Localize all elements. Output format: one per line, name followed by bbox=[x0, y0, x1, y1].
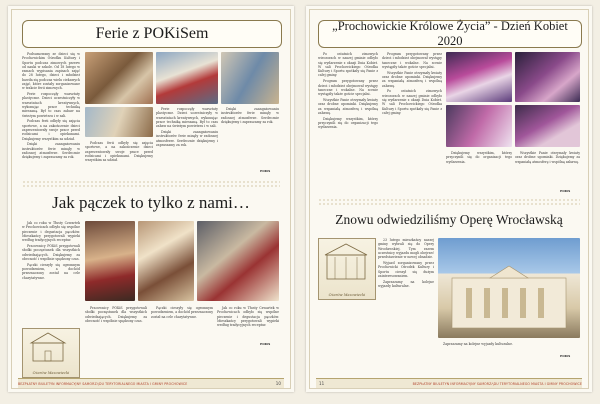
page-number: 11 bbox=[319, 381, 325, 386]
author-kobiet: POKiS bbox=[560, 189, 571, 193]
opera-paragraph: 23 lutego mieszkańcy naszej gminy wybrali się do Opery Wrocławskiej. Tym razem uczestnicy wyjazdu mogli obejrzeć przedstawienie w nowej obsadzie. bbox=[378, 238, 434, 260]
headline-paczek bbox=[22, 190, 280, 216]
footer-text: BEZPŁATNY BIULETYN INFORMACYJNY SAMORZĄDU TERYTORIALNEGO MIASTA I GMINY PROCHOWICE bbox=[412, 381, 582, 386]
kobiet-paragraph: Program przygotowany przez dzieci i młodzież obejmował występy taneczne i wokalne. Na scenie wystąpiły także goście specjalni. bbox=[382, 52, 442, 69]
opera-paragraph: Zapraszamy na kolejne wyjazdy kulturalne. bbox=[443, 342, 513, 346]
ferie-paragraph: Dzięki zaangażowaniu instruktorów ferie minęły w radosnej atmosferze. Serdecznie dziękujemy i zapraszamy za rok. bbox=[156, 129, 218, 147]
paczek-paragraph: Pracownicy POKiS przygotowali słodki poczęstunek dla wszystkich odwiedzających. Dziękujemy za obecność i wspólnie spędzony czas. bbox=[22, 243, 80, 261]
photo-opera-building bbox=[438, 238, 580, 338]
photo-ferie-play bbox=[85, 107, 153, 137]
article-paczek-col2 bbox=[85, 306, 147, 346]
opera-paragraph: Zapraszamy na kolejne wyjazdy kulturalne. bbox=[378, 279, 434, 288]
article-paczek-col1 bbox=[22, 221, 80, 321]
ornament-illustration bbox=[22, 328, 80, 378]
photo-ferie-group bbox=[156, 52, 218, 104]
kobiet-paragraph: Dziękujemy wszystkim, którzy przyczynili się do organizacji tego wydarzenia. bbox=[446, 151, 512, 164]
article-ferie-col3 bbox=[156, 107, 218, 173]
photo-kobiet-dance bbox=[515, 52, 580, 102]
opera-paragraph: Wyjazd zorganizowany przez Prochowicki Ośrodek Kultury i Sportu cieszył się dużym zainteresowaniem. bbox=[378, 260, 434, 278]
divider-pattern bbox=[22, 180, 280, 188]
photo-kobiet-stage bbox=[446, 52, 512, 102]
ferie-paragraph: Dzięki zaangażowaniu instruktorów ferie minęły w radosnej atmosferze. Serdecznie dziękujemy i zapraszamy za rok. bbox=[22, 142, 80, 160]
ferie-paragraph: Podczas ferii odbyły się zajęcia sportowe, a na zakończenie dzieci zaprezentowały swoje prace przed rodzicami i opiekunami. Dziękujemy wszystkim za udział. bbox=[22, 119, 80, 141]
author-opera: POKiS bbox=[560, 354, 571, 358]
headline-ferie bbox=[22, 20, 282, 48]
article-paczek-col4 bbox=[217, 306, 279, 340]
divider-pattern bbox=[318, 198, 580, 206]
footer bbox=[18, 378, 284, 388]
kobiet-paragraph: Program przygotowany przez dzieci i młodzież obejmował występy taneczne i wokalne. Na scenie wystąpiły także goście specjalni. bbox=[318, 79, 378, 97]
article-opera-col2 bbox=[438, 342, 580, 352]
ferie-paragraph: Ferie rozpoczęły warsztaty plastyczne. Dzieci uczestniczyły w warsztatach kreatywnych, wykonując prace techniką mieszaną. Był to czas zabaw na świeżym powietrzu i w sali. bbox=[22, 92, 80, 118]
author-paczek: POKiS bbox=[260, 342, 271, 346]
opera-building-icon bbox=[438, 238, 580, 338]
page-number: 10 bbox=[275, 381, 281, 386]
ferie-paragraph: Ferie rozpoczęły warsztaty plastyczne. Dzieci uczestniczyły w warsztatach kreatywnych, wykonując prace techniką mieszaną. Był to czas zabaw na świeżym powietrzu i w sali. bbox=[156, 107, 218, 129]
article-kobiet-col3 bbox=[446, 151, 512, 193]
footer-text: BEZPŁATNY BIULETYN INFORMACYJNY SAMORZĄDU TERYTORIALNEGO MIASTA I GMINY PROCHOWICE bbox=[18, 381, 188, 386]
article-ferie-col1 bbox=[22, 52, 80, 170]
left-page bbox=[8, 6, 294, 392]
paczek-paragraph: Pączki cieszyły się ogromnym powodzeniem, a dochód przeznaczony został na cele charytatywne. bbox=[151, 306, 213, 319]
footer bbox=[316, 378, 582, 388]
right-page bbox=[306, 6, 592, 392]
photo-kobiet-show bbox=[446, 105, 512, 147]
kobiet-paragraph: Po ostatnich zimowych wieczorach w naszej gminie odbyło się wydarzenie z okazji Dnia Kobiet. W sali Prochowickiego Ośrodka Kultury i Sportu spotkały się Panie z całej gminy. bbox=[382, 89, 442, 115]
paczek-paragraph: Jak co roku w Tłusty Czwartek w Prochowicach odbyło się wspólne pieczenie i degustacja pączków. Mieszkańcy przygotowali wypieki według tradycyjnych receptur. bbox=[217, 306, 279, 328]
headline-kobiet bbox=[318, 20, 582, 48]
photo-paczek-group bbox=[197, 221, 279, 301]
paczek-paragraph: Jak co roku w Tłusty Czwartek w Prochowicach odbyło się wspólne pieczenie i degustacja pączków. Mieszkańcy przygotowali wypieki według tradycyjnych receptur. bbox=[22, 221, 80, 243]
town-illustration-icon bbox=[23, 329, 77, 365]
article-kobiet-col2 bbox=[382, 52, 442, 192]
ornament-caption: Ożarów Mazowiecki bbox=[32, 371, 70, 375]
article-kobiet-col4 bbox=[515, 151, 580, 189]
article-kobiet-col1 bbox=[318, 52, 378, 192]
ferie-paragraph: Dzięki zaangażowaniu instruktorów ferie minęły w radosnej atmosferze. Serdecznie dziękujemy i zapraszamy za rok. bbox=[221, 107, 279, 124]
photo-ferie-crafts bbox=[85, 52, 153, 104]
headline-kobiet-text: „Prochowickie Królowe Życia” - Dzień Kobiet 2020 bbox=[332, 19, 568, 48]
article-ferie-col2 bbox=[85, 141, 153, 173]
headline-ferie-text: Ferie z POKiSem bbox=[95, 25, 209, 42]
photo-paczek-table bbox=[138, 221, 194, 301]
photo-ferie-class bbox=[221, 52, 279, 104]
ornament-caption: Ożarów Mazowiecki bbox=[328, 293, 366, 297]
ferie-paragraph: Podsumowany ze dzieci się w Prochowickim Ośrodku Kultury i Sportu podczas zimowych przerw od nauki w szkole. Od 18 lutego w ramach wypisania zapisach zajęć do 28 lutego, dzieci i młodzież bawiła się podczas wielu ciekawych zajęć, które zostały zorganizowane w trakcie ferii zimowych. bbox=[22, 52, 80, 91]
article-ferie-col4 bbox=[221, 107, 279, 165]
photo-kobiet-audience bbox=[515, 105, 580, 147]
paczek-paragraph: Pączki cieszyły się ogromnym powodzeniem, a dochód przeznaczony został na cele charytatywne. bbox=[22, 262, 80, 280]
kobiet-paragraph: Wszystkie Panie otrzymały kwiaty oraz drobne upominki. Dziękujemy za wspaniałą atmosferę i wspólną zabawę. bbox=[382, 70, 442, 88]
headline-opera bbox=[318, 208, 580, 232]
kobiet-paragraph: Wszystkie Panie otrzymały kwiaty oraz drobne upominki. Dziękujemy za wspaniałą atmosferę i wspólną zabawę. bbox=[318, 97, 378, 115]
kobiet-paragraph: Dziękujemy wszystkim, którzy przyczynili się do organizacji tego wydarzenia. bbox=[318, 116, 378, 130]
ferie-paragraph: Podczas ferii odbyły się zajęcia sportowe, a na zakończenie dzieci zaprezentowały swoje prace przed rodzicami i opiekunami. Dziękujemy wszystkim za udział. bbox=[85, 141, 153, 163]
photo-paczek-woman bbox=[85, 221, 135, 301]
author-ferie: POKiS bbox=[260, 169, 271, 173]
headline-paczek-text: Jak pączek to tylko z nami… bbox=[52, 193, 250, 212]
headline-opera-text: Znowu odwiedziliśmy Operę Wrocławską bbox=[335, 212, 563, 227]
ornament-illustration bbox=[318, 238, 376, 300]
article-opera-col1 bbox=[378, 238, 434, 338]
article-paczek-col3 bbox=[151, 306, 213, 346]
kobiet-paragraph: Wszystkie Panie otrzymały kwiaty oraz drobne upominki. Dziękujemy za wspaniałą atmosferę i wspólną zabawę. bbox=[515, 151, 580, 164]
paczek-paragraph: Pracownicy POKiS przygotowali słodki poczęstunek dla wszystkich odwiedzających. Dziękujemy za obecność i wspólnie spędzony czas. bbox=[85, 306, 147, 323]
building-illustration-icon bbox=[319, 239, 373, 283]
kobiet-paragraph: Po ostatnich zimowych wieczorach w naszej gminie odbyło się wydarzenie z okazji Dnia Kobiet. W sali Prochowickiego Ośrodka Kultury i Sportu spotkały się Panie z całej gminy. bbox=[318, 52, 378, 78]
